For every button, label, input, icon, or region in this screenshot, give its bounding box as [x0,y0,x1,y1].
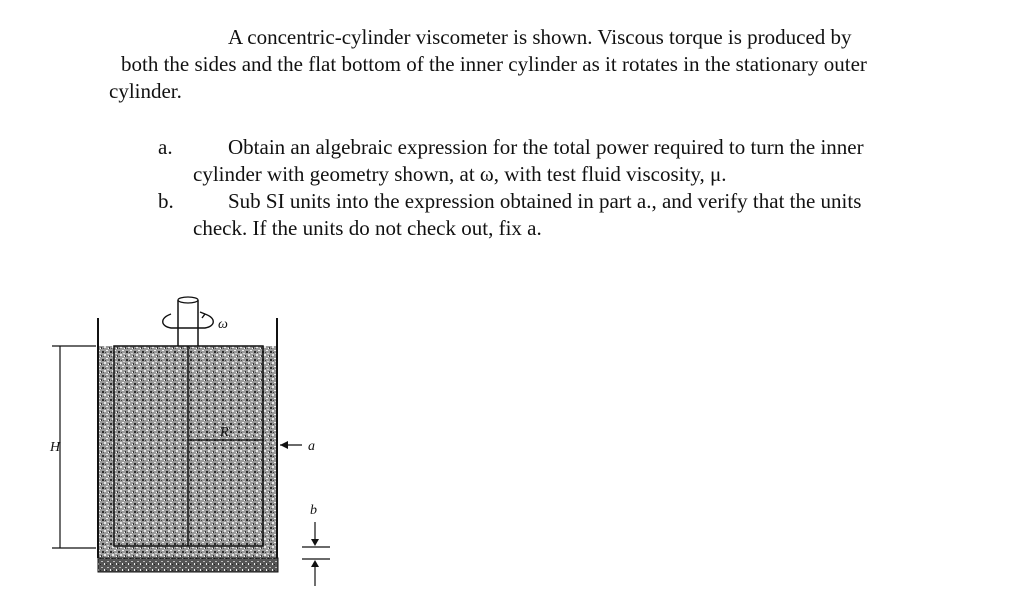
part-a-line-2: cylinder with geometry shown, at ω, with test fluid viscosity, μ. [193,162,727,186]
part-b-label: b. [158,189,174,213]
bottom-gap-label: b [310,503,317,518]
radius-label: R [220,425,229,440]
viscometer-figure [40,290,340,590]
intro-line-2: both the sides and the flat bottom of the inner cylinder as it rotates in the stationary outer [121,52,867,76]
part-b-line-2: check. If the units do not check out, fix a. [193,216,542,240]
rotation-arrow-icon [163,314,214,328]
shaft-top [178,297,198,303]
part-a-label: a. [158,135,173,159]
part-b-line-1: Sub SI units into the expression obtained in part a., and verify that the units [228,189,862,213]
gap-label: a [308,439,315,454]
intro-line-1: A concentric-cylinder viscometer is shown. Viscous torque is produced by [228,25,852,49]
outer-cylinder-base [98,558,278,572]
intro-line-3: cylinder. [109,79,182,103]
height-label: H [50,440,61,455]
omega-label: ω [218,317,228,332]
part-a-line-1: Obtain an algebraic expression for the total power required to turn the inner [228,135,864,159]
